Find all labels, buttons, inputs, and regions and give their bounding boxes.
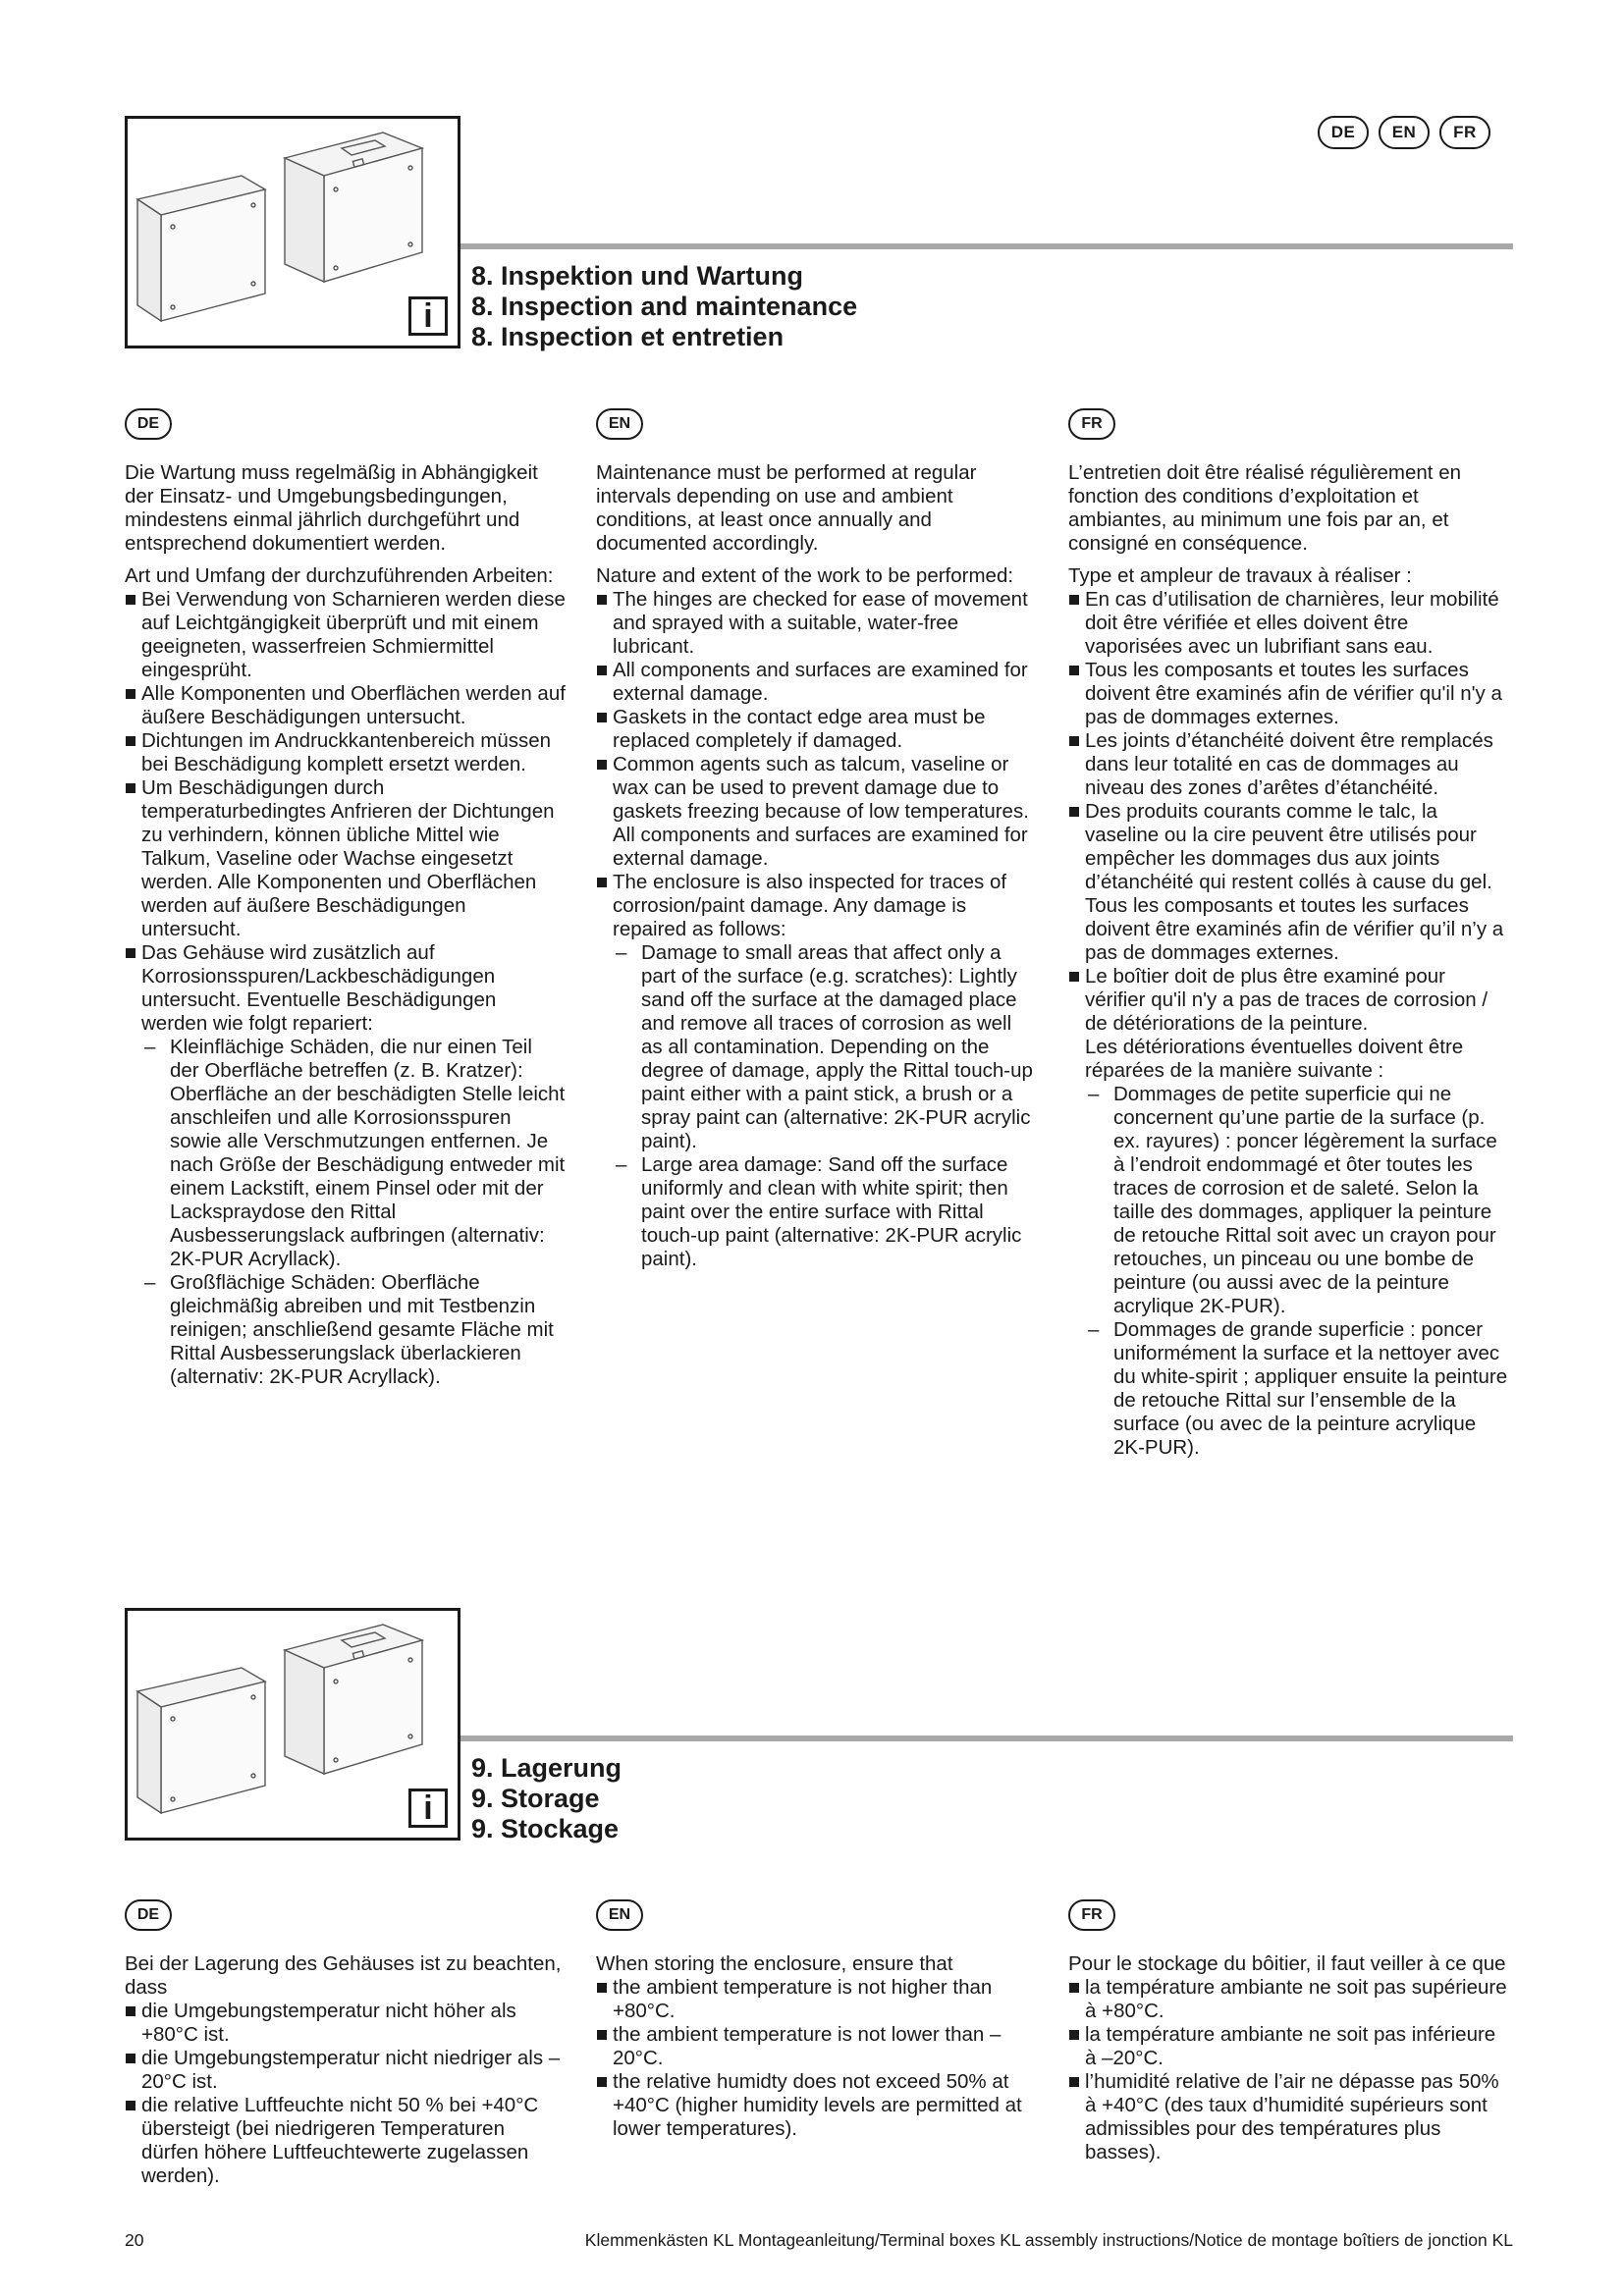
dash-item: – Large area damage: Sand off the surface uniformly and clean with white spirit; then paint over the entire surface with Rittal touch-up paint (alternative: 2K-PUR acrylic paint). (596, 1153, 1038, 1271)
bullet-list (125, 2000, 567, 2188)
lang-pill-fr: FR (1439, 116, 1490, 149)
list-item: Common agents such as talcum, vaseline or wax can be used to prevent damage due to gaskets freezing because of low temperatures. All components and surfaces are examined for external damage. (596, 753, 1038, 871)
lang-tag-de: DE (125, 1899, 172, 1931)
bullet-list (125, 588, 567, 1389)
enclosure-illustration-9 (125, 1608, 460, 1841)
lead-text: Art und Umfang der durchzuführenden Arbeiten: (125, 564, 554, 587)
list-item: Des produits courants comme le talc, la vaseline ou la cire peuvent être utilisés pour empêcher les dommages dus aux joints d’étanchéité qui restent collés à cause du gel. Tous les composants et toutes les surfaces doivent être examinés afin de vérifier qu’il n’y a pas de dommages externes. (1068, 800, 1510, 965)
bullet-list (1068, 588, 1510, 1460)
lang-tag-en: EN (596, 408, 643, 440)
intro-text: Die Wartung muss regelmäßig in Abhängigkeit der Einsatz- und Umgebungsbedingungen, mindestens einmal jährlich durchgeführt und entsprechend dokumentiert werden. (125, 461, 538, 555)
intro-text: When storing the enclosure, ensure that (596, 1952, 953, 1975)
bullet-list (596, 1976, 1038, 2141)
list-item: la température ambiante ne soit pas inférieure à –20°C. (1068, 2023, 1510, 2070)
heading-de: 8. Inspektion und Wartung (471, 261, 803, 291)
heading-fr: 8. Inspection et entretien (471, 322, 785, 351)
section8-de-column (125, 408, 567, 1389)
list-item: the ambient temperature is not higher than +80°C. (596, 1976, 1038, 2023)
heading-fr: 9. Stockage (471, 1814, 620, 1843)
heading-de: 9. Lagerung (471, 1753, 623, 1783)
list-item-continuation: Les détériorations éventuelles doivent être réparées de la manière suivante : (1085, 1036, 1464, 1082)
section9-en-column (596, 1899, 1038, 2141)
list-item: The hinges are checked for ease of movement and sprayed with a suitable, water-free lubricant. (596, 588, 1038, 659)
lead-text: Type et ampleur de travaux à réaliser : (1068, 564, 1412, 587)
info-icon: i (408, 1789, 448, 1828)
dash-item: – Großflächige Schäden: Oberfläche gleichmäßig abreiben und mit Testbenzin reinigen; anschließend gesamte Fläche mit Rittal Ausbesserungslack überlackieren (alternativ: 2K-PUR Acryllack). (125, 1271, 567, 1389)
section-heading-8 (471, 261, 857, 352)
list-item: Dichtungen im Andruckkantenbereich müssen bei Beschädigung komplett ersetzt werden. (125, 729, 567, 776)
list-item: Gaskets in the contact edge area must be replaced completely if damaged. (596, 706, 1038, 753)
list-item: la température ambiante ne soit pas supérieure à +80°C. (1068, 1976, 1510, 2023)
section-heading-9 (471, 1753, 622, 1844)
list-item: Das Gehäuse wird zusätzlich auf Korrosionsspuren/Lackbeschädigungen untersucht. Eventuelle Beschädigungen werden wie folgt repariert: (125, 941, 567, 1036)
list-item: Les joints d’étanchéité doivent être remplacés dans leur totalité en cas de dommages au niveau des zones d’arêtes d’étanchéité. (1068, 729, 1510, 800)
language-selector (1318, 116, 1490, 149)
list-item: l’humidité relative de l’air ne dépasse pas 50% à +40°C (des taux d’humidité supérieurs sont admissibles pour des températures plus basses). (1068, 2070, 1510, 2164)
info-icon: i (408, 296, 448, 336)
list-item: the ambient temperature is not lower than –20°C. (596, 2023, 1038, 2070)
intro-text: L’entretien doit être réalisé régulièrement en fonction des conditions d’exploitation et ambiantes, au minimum une fois par an, et consigné en conséquence. (1068, 461, 1461, 555)
list-item: All components and surfaces are examined for external damage. (596, 659, 1038, 706)
lang-pill-en: EN (1379, 116, 1430, 149)
lang-tag-fr: FR (1068, 408, 1115, 440)
page-number: 20 (125, 2230, 144, 2250)
intro-text: Maintenance must be performed at regular intervals depending on use and ambient conditions, at least once annually and documented accordingly. (596, 461, 977, 555)
bullet-list (1068, 1976, 1510, 2164)
dash-item: – Damage to small areas that affect only a part of the surface (e.g. scratches): Lightly sand off the surface at the damaged place and remove all traces of corrosion as well as all contamination. Depending on the degree of damage, apply the Rittal touch-up paint either with a paint stick, a brush or a spray paint can (alternative: 2K-PUR acrylic paint). (596, 941, 1038, 1153)
list-item: die Umgebungstemperatur nicht niedriger als –20°C ist. (125, 2047, 567, 2094)
lead-text: Nature and extent of the work to be performed: (596, 564, 1014, 587)
heading-en: 8. Inspection and maintenance (471, 292, 858, 321)
list-item: Bei Verwendung von Scharnieren werden diese auf Leichtgängigkeit überprüft und mit einem geeigneten, wasserfreien Schmiermittel eingesprüht. (125, 588, 567, 682)
page-footer (125, 2230, 1513, 2251)
heading-en: 9. Storage (471, 1784, 600, 1813)
list-item: die Umgebungstemperatur nicht höher als +80°C ist. (125, 2000, 567, 2047)
section-rule-9 (460, 1735, 1513, 1741)
list-item: Tous les composants et toutes les surfaces doivent être examinés afin de vérifier qu'il n'y a pas de dommages externes. (1068, 659, 1510, 729)
section8-fr-column (1068, 408, 1510, 1460)
document-title: Klemmenkästen KL Montageanleitung/Terminal boxes KL assembly instructions/Notice de montage boîtiers de jonction KL (584, 2230, 1513, 2250)
list-item: the relative humidty does not exceed 50% at +40°C (higher humidity levels are permitted at lower temperatures). (596, 2070, 1038, 2141)
list-item: The enclosure is also inspected for traces of corrosion/paint damage. Any damage is repaired as follows: (596, 871, 1038, 941)
dash-item: – Kleinflächige Schäden, die nur einen Teil der Oberfläche betreffen (z. B. Kratzer): Oberfläche an der beschädigten Stelle leicht anschleifen und alle Korrosionsspuren sowie alle Verschmutzungen entfernen. Je nach Größe der Beschädigung entweder mit einem Lackstift, einem Pinsel oder mit der Lackspraydose den Rittal Ausbesserungslack aufbringen (alternativ: 2K-PUR Acryllack). (125, 1036, 567, 1271)
list-item: En cas d’utilisation de charnières, leur mobilité doit être vérifiée et elles doivent être vaporisées avec un lubrifiant sans eau. (1068, 588, 1510, 659)
intro-text: Bei der Lagerung des Gehäuses ist zu beachten, dass (125, 1952, 562, 1999)
bullet-list (596, 588, 1038, 1271)
list-item: die relative Luftfeuchte nicht 50 % bei +40°C übersteigt (bei niedrigeren Temperaturen dürfen höhere Luftfeuchtewerte zugelassen werden). (125, 2094, 567, 2188)
dash-item: – Dommages de petite superficie qui ne concernent qu’une partie de la surface (p. ex. rayures) : poncer légèrement la surface à l’endroit endommagé et ôter toutes les traces de corrosion et de saleté. Selon la taille des dommages, appliquer la peinture de retouche Rittal soit avec un crayon pour retouches, un pinceau ou une bombe de peinture (ou aussi avec de la peinture acrylique 2K-PUR). (1068, 1083, 1510, 1318)
enclosure-illustration-8 (125, 116, 460, 348)
intro-text: Pour le stockage du bôitier, il faut veiller à ce que (1068, 1952, 1506, 1975)
dash-item: – Dommages de grande superficie : poncer uniformément la surface et la nettoyer avec du white-spirit ; appliquer ensuite la peinture de retouche Rittal sur l’ensemble de la surface (ou avec de la peinture acrylique 2K-PUR). (1068, 1318, 1510, 1460)
section8-en-column (596, 408, 1038, 1271)
section9-de-column (125, 1899, 567, 2188)
list-item: Alle Komponenten und Oberflächen werden auf äußere Beschädigungen untersucht. (125, 682, 567, 729)
lang-tag-en: EN (596, 1899, 643, 1931)
section-rule-8 (460, 243, 1513, 249)
list-item: Le boîtier doit de plus être examiné pour vérifier qu'il n'y a pas de traces de corrosion / de détériorations de la peinture. (1068, 965, 1510, 1036)
lang-tag-de: DE (125, 408, 172, 440)
list-item: Um Beschädigungen durch temperaturbedingtes Anfrieren der Dichtungen zu verhindern, können übliche Mittel wie Talkum, Vaseline oder Wachse eingesetzt werden. Alle Komponenten und Oberflächen werden auf äußere Beschädigungen untersucht. (125, 776, 567, 941)
lang-pill-de: DE (1318, 116, 1369, 149)
lang-tag-fr: FR (1068, 1899, 1115, 1931)
section9-fr-column (1068, 1899, 1510, 2164)
